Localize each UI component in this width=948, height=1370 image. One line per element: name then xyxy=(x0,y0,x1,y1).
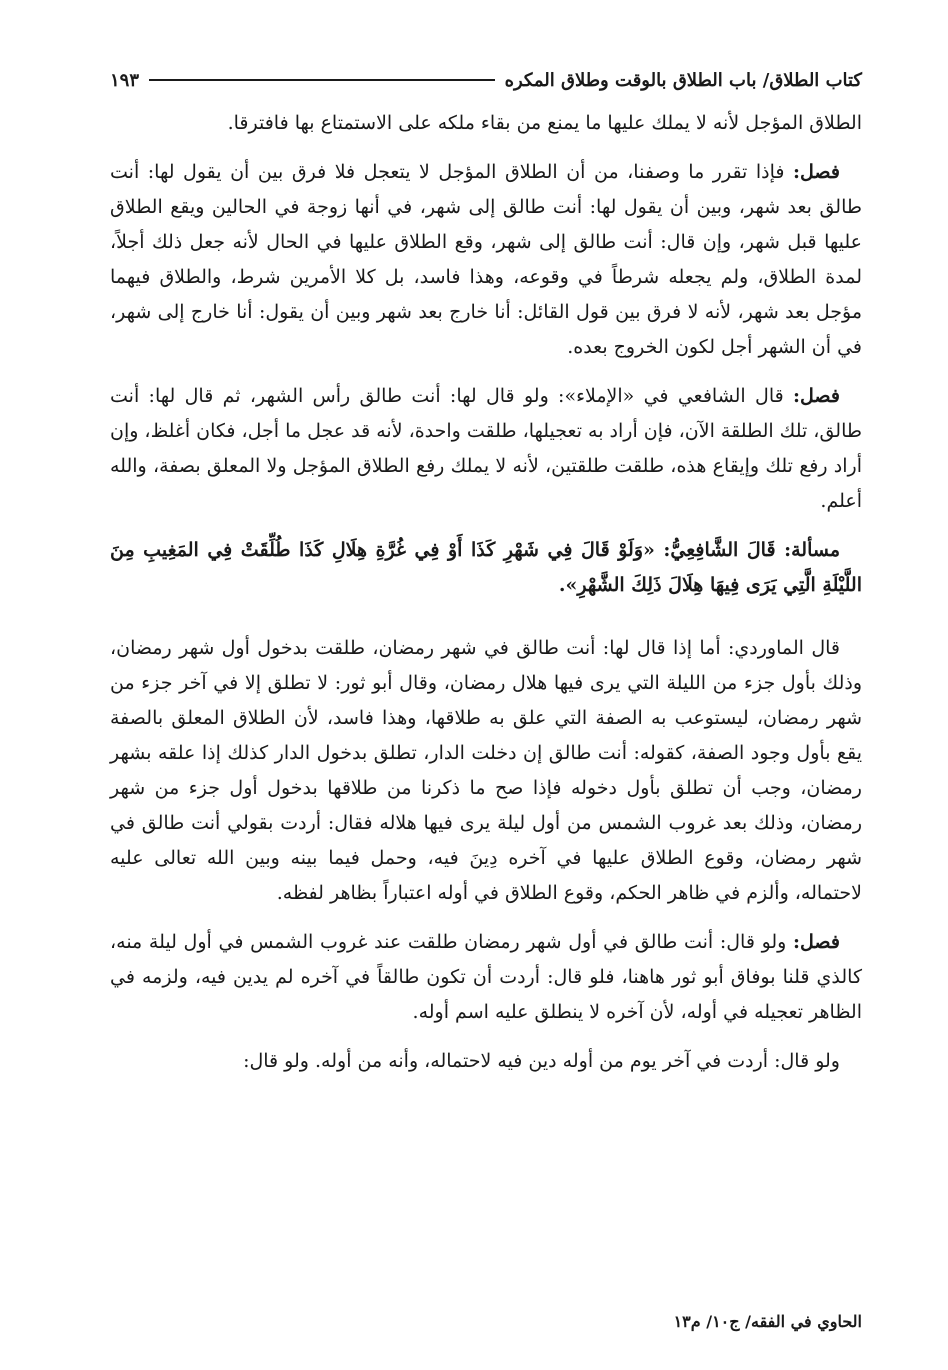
paragraph-mawardi xyxy=(110,631,862,911)
running-header xyxy=(110,60,862,100)
paragraph-continuation xyxy=(110,106,862,141)
paragraph-masala xyxy=(110,533,862,603)
paragraph-text: الطلاق المؤجل لأنه لا يملك عليها ما يمنع من بقاء ملكه على الاستمتاع بها فافترقا. xyxy=(227,112,862,134)
paragraph-fasl-2 xyxy=(110,379,862,519)
paragraph-text: فإذا تقرر ما وصفنا، من أن الطلاق المؤجل لا يتعجل فلا فرق بين أن يقول لها: أنت طالق بعد شهر، وبين أن يقول لها: أنت طالق إلى شهر، في أنها زوجة في الحالين ويقع الطلاق عليها قبل شهر، وإن قال: أنت طالق إلى شهر، وقع الطلاق عليها في الحال لأنه جعل ذلك أجلاً، لمدة الطلاق، ولم يجعله شرطاً في وقوعه، وهذا فاسد، بل كلا الأمرين شرط، والطلاق فيهما مؤجل بعد شهر، لأنه لا فرق بين قول القائل: أنا خارج بعد شهر وبين أن يقول: أنا خارج إلى شهر، في أن الشهر أجل لكون الخروج بعده. xyxy=(110,161,862,358)
header-title: كتاب الطلاق/ باب الطلاق بالوقت وطلاق المكره xyxy=(504,69,862,91)
paragraph-last xyxy=(110,1044,862,1079)
paragraph-text: قال الماوردي: أما إذا قال لها: أنت طالق في شهر رمضان، طلقت بدخول أول شهر رمضان، وذلك بأول جزء من الليلة التي يرى فيها هلال رمضان، وقال أبو ثور: لا تطلق إلا في آخر جزء من شهر رمضان، ليستوعب به الصفة التي علق به طلاقها، وهذا فاسد، لأن الطلاق المعلق بالصفة يقع بأول وجود الصفة، كقوله: أنت طالق إن دخلت الدار، تطلق بدخول الدار كذلك إذا علقه بشهر رمضان، وجب أن تطلق بأول دخوله فإذا صح ما ذكرنا من طلاقها بدخول أول جزء من شهر رمضان، وذلك بعد غروب الشمس من أول ليلة يرى فيها هلاله فقال: أردت بقولي أنت طالق في شهر رمضان، وقوع الطلاق عليها في آخره دِينَ فيه، وحمل فيما بينه وبين الله تعالى عليه لاحتماله، وألزم في ظاهر الحكم، وقوع الطلاق في أوله اعتباراً بظاهر لفظه. xyxy=(110,637,862,904)
paragraph-fasl-3 xyxy=(110,925,862,1030)
body-text xyxy=(110,106,862,1093)
section-label: فصل: xyxy=(793,385,840,407)
matn-text: قَالَ الشَّافِعِيُّ: «وَلَوْ قَالَ فِي شَهْرِ كَذَا أَوْ فِي غُرَّةِ هِلَالِ كَذَا طُلِّقَتْ فِي المَغِيبِ مِنَ اللَّيْلَةِ الَّتِي يَرَى فِيهَا هِلَالَ ذَلِكَ الشَّهْرِ». xyxy=(110,539,862,596)
page-number: ١٩٣ xyxy=(110,69,140,91)
section-label: فصل: xyxy=(793,931,840,953)
header-rule xyxy=(149,79,495,81)
section-label: فصل: xyxy=(793,161,840,183)
section-label: مسألة: xyxy=(784,539,840,561)
paragraph-text: ولو قال: أردت في آخر يوم من أوله دين فيه لاحتماله، وأنه من أوله. ولو قال: xyxy=(243,1050,840,1072)
page xyxy=(110,60,862,1350)
paragraph-text: ولو قال: أنت طالق في أول شهر رمضان طلقت عند غروب الشمس في أول ليلة منه، كالذي قلنا بوفاق أبو ثور هاهنا، فلو قال: أردت أن تكون طالقاً في آخره لم يدين فيه، ولزمه في الظاهر تعجيله في أوله، لأن آخره لا ينطلق عليه اسم أوله. xyxy=(110,931,862,1023)
paragraph-text: قال الشافعي في «الإملاء»: ولو قال لها: أنت طالق رأس الشهر، ثم قال لها: أنت طالق، تلك الطلقة الآن، فإن أراد به تعجيلها، طلقت واحدة، لأنه قد عجل ما أجل، فكان أغلظ، وإن أراد رفع تلك وإيقاع هذه، طلقت طلقتين، لأنه لا يملك رفع الطلاق المؤجل ولا المعلق بصفة، والله أعلم. xyxy=(109,385,862,512)
paragraph-fasl-1 xyxy=(110,155,862,365)
footer-signature: الحاوي في الفقه/ ج١٠/ م١٣ xyxy=(673,1312,862,1331)
